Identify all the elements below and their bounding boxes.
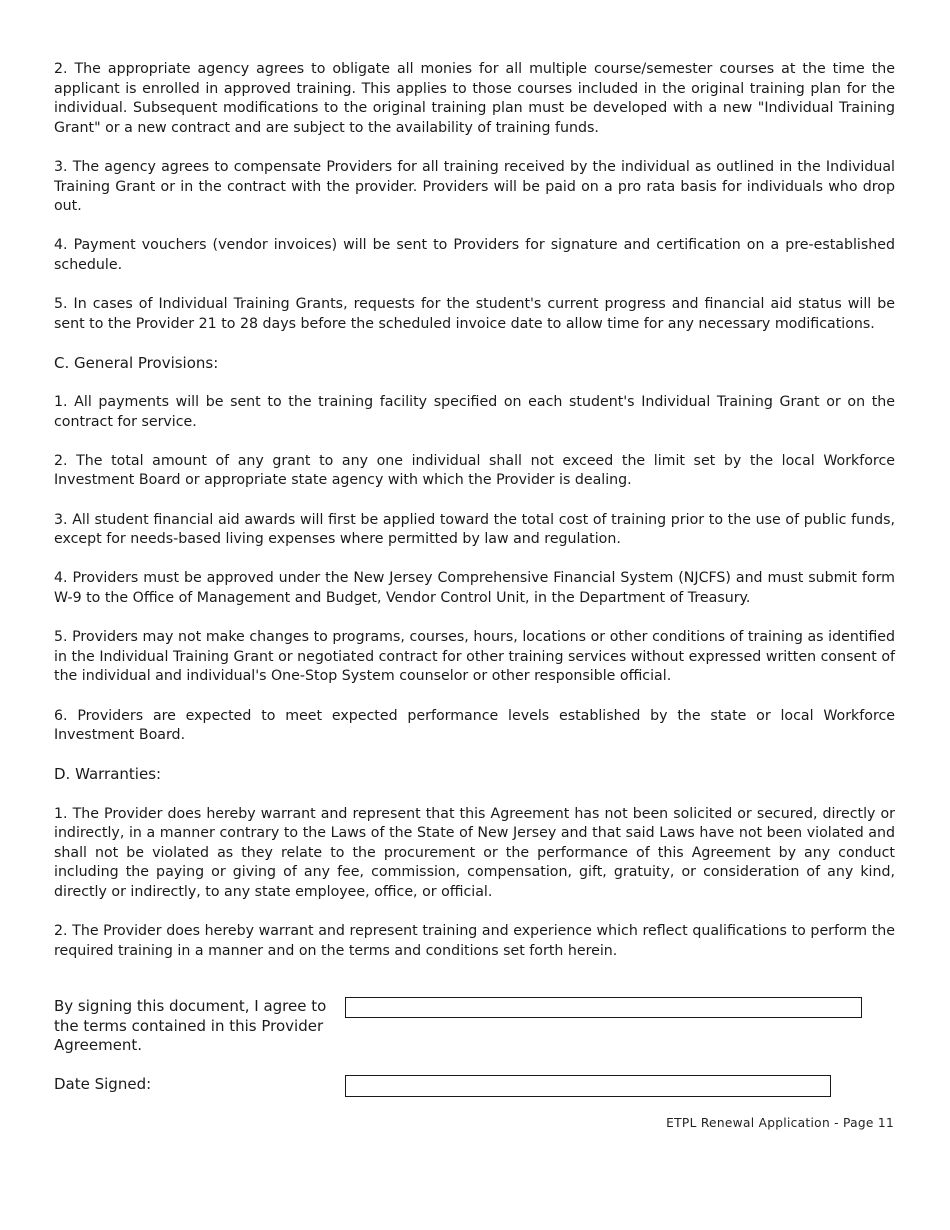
section-d-heading: D. Warranties:: [54, 765, 162, 784]
paragraph-c-1: 1. All payments will be sent to the training facility specified on each student's Individual Training Grant or on the contract for service.: [54, 394, 895, 430]
paragraph-c-3: 3. All student financial aid awards will first be applied toward the total cost of training prior to the use of public funds, except for needs-based living expenses where permitted by law and regulation.: [54, 511, 895, 548]
paragraph-b-5: 5. In cases of Individual Training Grants, requests for the student's current progress and financial aid status will be sent to the Provider 21 to 28 days before the scheduled invoice date to allow time for any necessary modifications.: [54, 296, 895, 332]
paragraph-c-4: 4. Providers must be approved under the New Jersey Comprehensive Financial System (NJCFS) and must submit form W-9 to the Office of Management and Budget, Vendor Control Unit, in the Department of Treasury.: [54, 570, 895, 607]
paragraph-b-2: 2. The appropriate agency agrees to obligate all monies for all multiple course/semester courses at the time the applicant is enrolled in approved training. This applies to those courses included in the original training plan for the individual. Subsequent modifications to the original training plan must be developed with a new "Individual Training Grant" or a new contract and are subject to the availability of training funds.: [54, 61, 895, 136]
signature-label: By signing this document, I agree to the terms contained in this Provider Agreement.: [54, 997, 327, 1055]
date-signed-field[interactable]: [345, 1075, 831, 1097]
paragraph-b-4: 4. Payment vouchers (vendor invoices) will be sent to Providers for signature and certification on a pre-established schedule.: [54, 237, 895, 273]
date-signed-label: Date Signed:: [54, 1075, 152, 1093]
paragraph-d-1: 1. The Provider does hereby warrant and represent that this Agreement has not been solicited or secured, directly or indirectly, in a manner contrary to the Laws of the State of New Jersey and that said Laws have not been violated and shall not be violated as they relate to the procurement or the performance of this Agreement by any conduct including the paying or giving of any fee, commission, compensation, gift, gratuity, or consideration of any kind, directly or indirectly, to any state employee, office, or official.: [54, 805, 895, 900]
paragraph-c-2: 2. The total amount of any grant to any one individual shall not exceed the limit set by the local Workforce Investment Board or appropriate state agency with which the Provider is dealing.: [54, 452, 895, 489]
signature-field[interactable]: [345, 997, 862, 1018]
section-c-heading: C. General Provisions:: [54, 353, 219, 372]
agreement-body: [54, 60, 895, 981]
page-footer: ETPL Renewal Application - Page 11: [666, 1116, 894, 1130]
paragraph-c-5: 5. Providers may not make changes to programs, courses, hours, locations or other conditions of training as identified in the Individual Training Grant or negotiated contract for other training services without expressed written consent of the individual and individual's One-Stop System counselor or other responsible official.: [54, 629, 895, 685]
paragraph-d-2: 2. The Provider does hereby warrant and represent training and experience which reflect qualifications to perform the required training in a manner and on the terms and conditions set forth herein.: [54, 923, 895, 959]
paragraph-c-6: 6. Providers are expected to meet expected performance levels established by the state or local Workforce Investment Board.: [54, 707, 895, 744]
paragraph-b-3: 3. The agency agrees to compensate Providers for all training received by the individual as outlined in the Individual Training Grant or in the contract with the provider. Providers will be paid on a pro rata basis for individuals who drop out.: [54, 158, 895, 215]
